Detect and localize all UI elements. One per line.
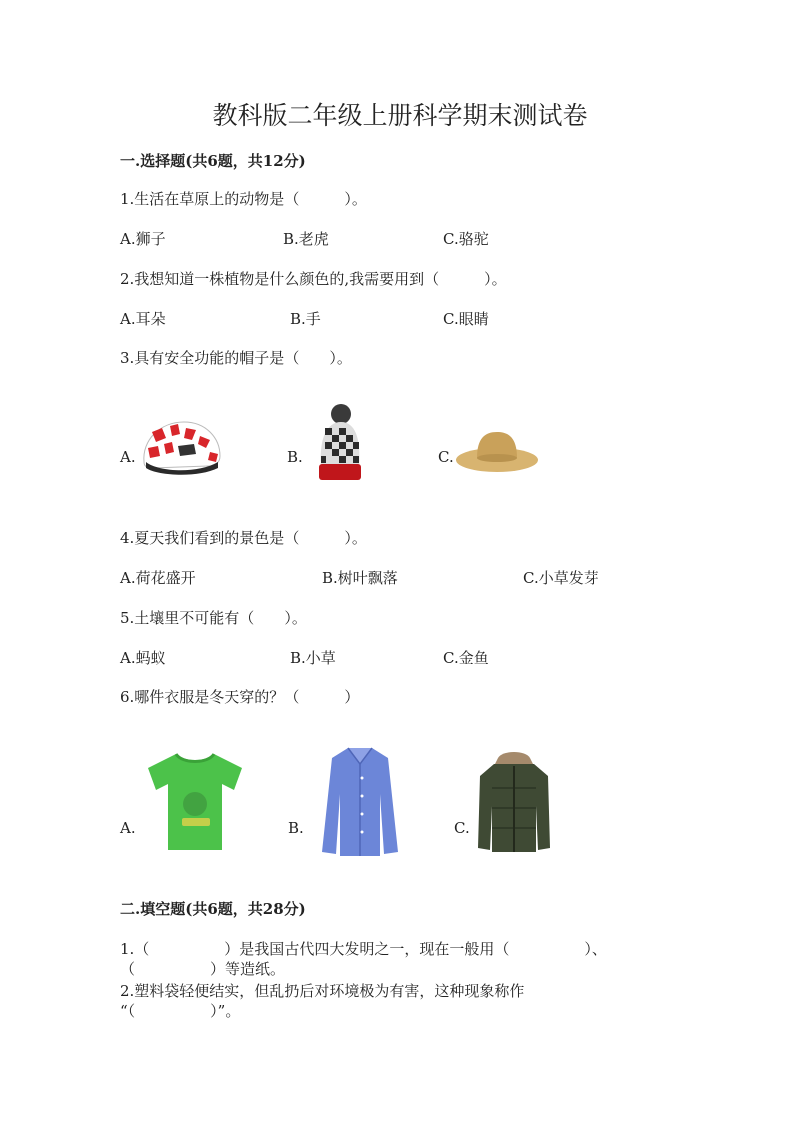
q6-stem: 6.哪件衣服是冬天穿的？（ ） bbox=[120, 688, 360, 706]
page-title: 教科版二年级上册科学期末测试卷 bbox=[212, 101, 588, 130]
bike-helmet-icon bbox=[138, 418, 224, 482]
q1-stem: 1.生活在草原上的动物是（ ）。 bbox=[120, 190, 367, 208]
q1-option-b: B.老虎 bbox=[283, 230, 329, 248]
q4-option-c: C.小草发芽 bbox=[523, 569, 599, 587]
q2-stem: 2.我想知道一株植物是什么颜色的,我需要用到（ ）。 bbox=[120, 270, 507, 288]
winter-jacket-icon bbox=[476, 748, 552, 854]
q4-option-b: B.树叶飘落 bbox=[322, 569, 398, 587]
q2-option-b: B.手 bbox=[290, 310, 321, 328]
q2-option-a: A.耳朵 bbox=[120, 310, 166, 328]
q6-option-a: A. bbox=[120, 819, 136, 837]
q5-option-a: A.蚂蚁 bbox=[120, 649, 166, 667]
q3-option-a: A. bbox=[120, 448, 136, 466]
q5-option-c: C.金鱼 bbox=[443, 649, 489, 667]
knit-beanie-icon bbox=[315, 404, 363, 482]
straw-hat-icon bbox=[455, 430, 539, 474]
q3-option-c: C. bbox=[438, 448, 454, 466]
green-tshirt-icon bbox=[142, 750, 248, 854]
q6-option-c: C. bbox=[454, 819, 470, 837]
section1-heading: 一.选择题(共6题，共12分) bbox=[120, 152, 306, 170]
q3-option-b: B. bbox=[287, 448, 303, 466]
q4-option-a: A.荷花盛开 bbox=[120, 569, 196, 587]
q4-stem: 4.夏天我们看到的景色是（ ）。 bbox=[120, 529, 367, 547]
fill-q2-line1: 2.塑料袋轻便结实，但乱扔后对环境极为有害，这种现象称作 bbox=[120, 982, 525, 1000]
section2-heading: 二.填空题(共6题，共28分) bbox=[120, 900, 306, 918]
q1-option-c: C.骆驼 bbox=[443, 230, 489, 248]
q3-stem: 3.具有安全功能的帽子是（ ）。 bbox=[120, 349, 352, 367]
q5-stem: 5.土壤里不可能有（ ）。 bbox=[120, 609, 307, 627]
q1-option-a: A.狮子 bbox=[120, 230, 166, 248]
q2-option-c: C.眼睛 bbox=[443, 310, 489, 328]
q5-option-b: B.小草 bbox=[290, 649, 336, 667]
fill-q1-line1: 1.（ ）是我国古代四大发明之一，现在一般用（ ）、 bbox=[120, 940, 607, 958]
q6-option-b: B. bbox=[288, 819, 304, 837]
dress-shirt-icon bbox=[318, 744, 402, 858]
fill-q2-line2: “（ ）”。 bbox=[120, 1002, 241, 1020]
fill-q1-line2: （ ）等造纸。 bbox=[120, 960, 286, 978]
